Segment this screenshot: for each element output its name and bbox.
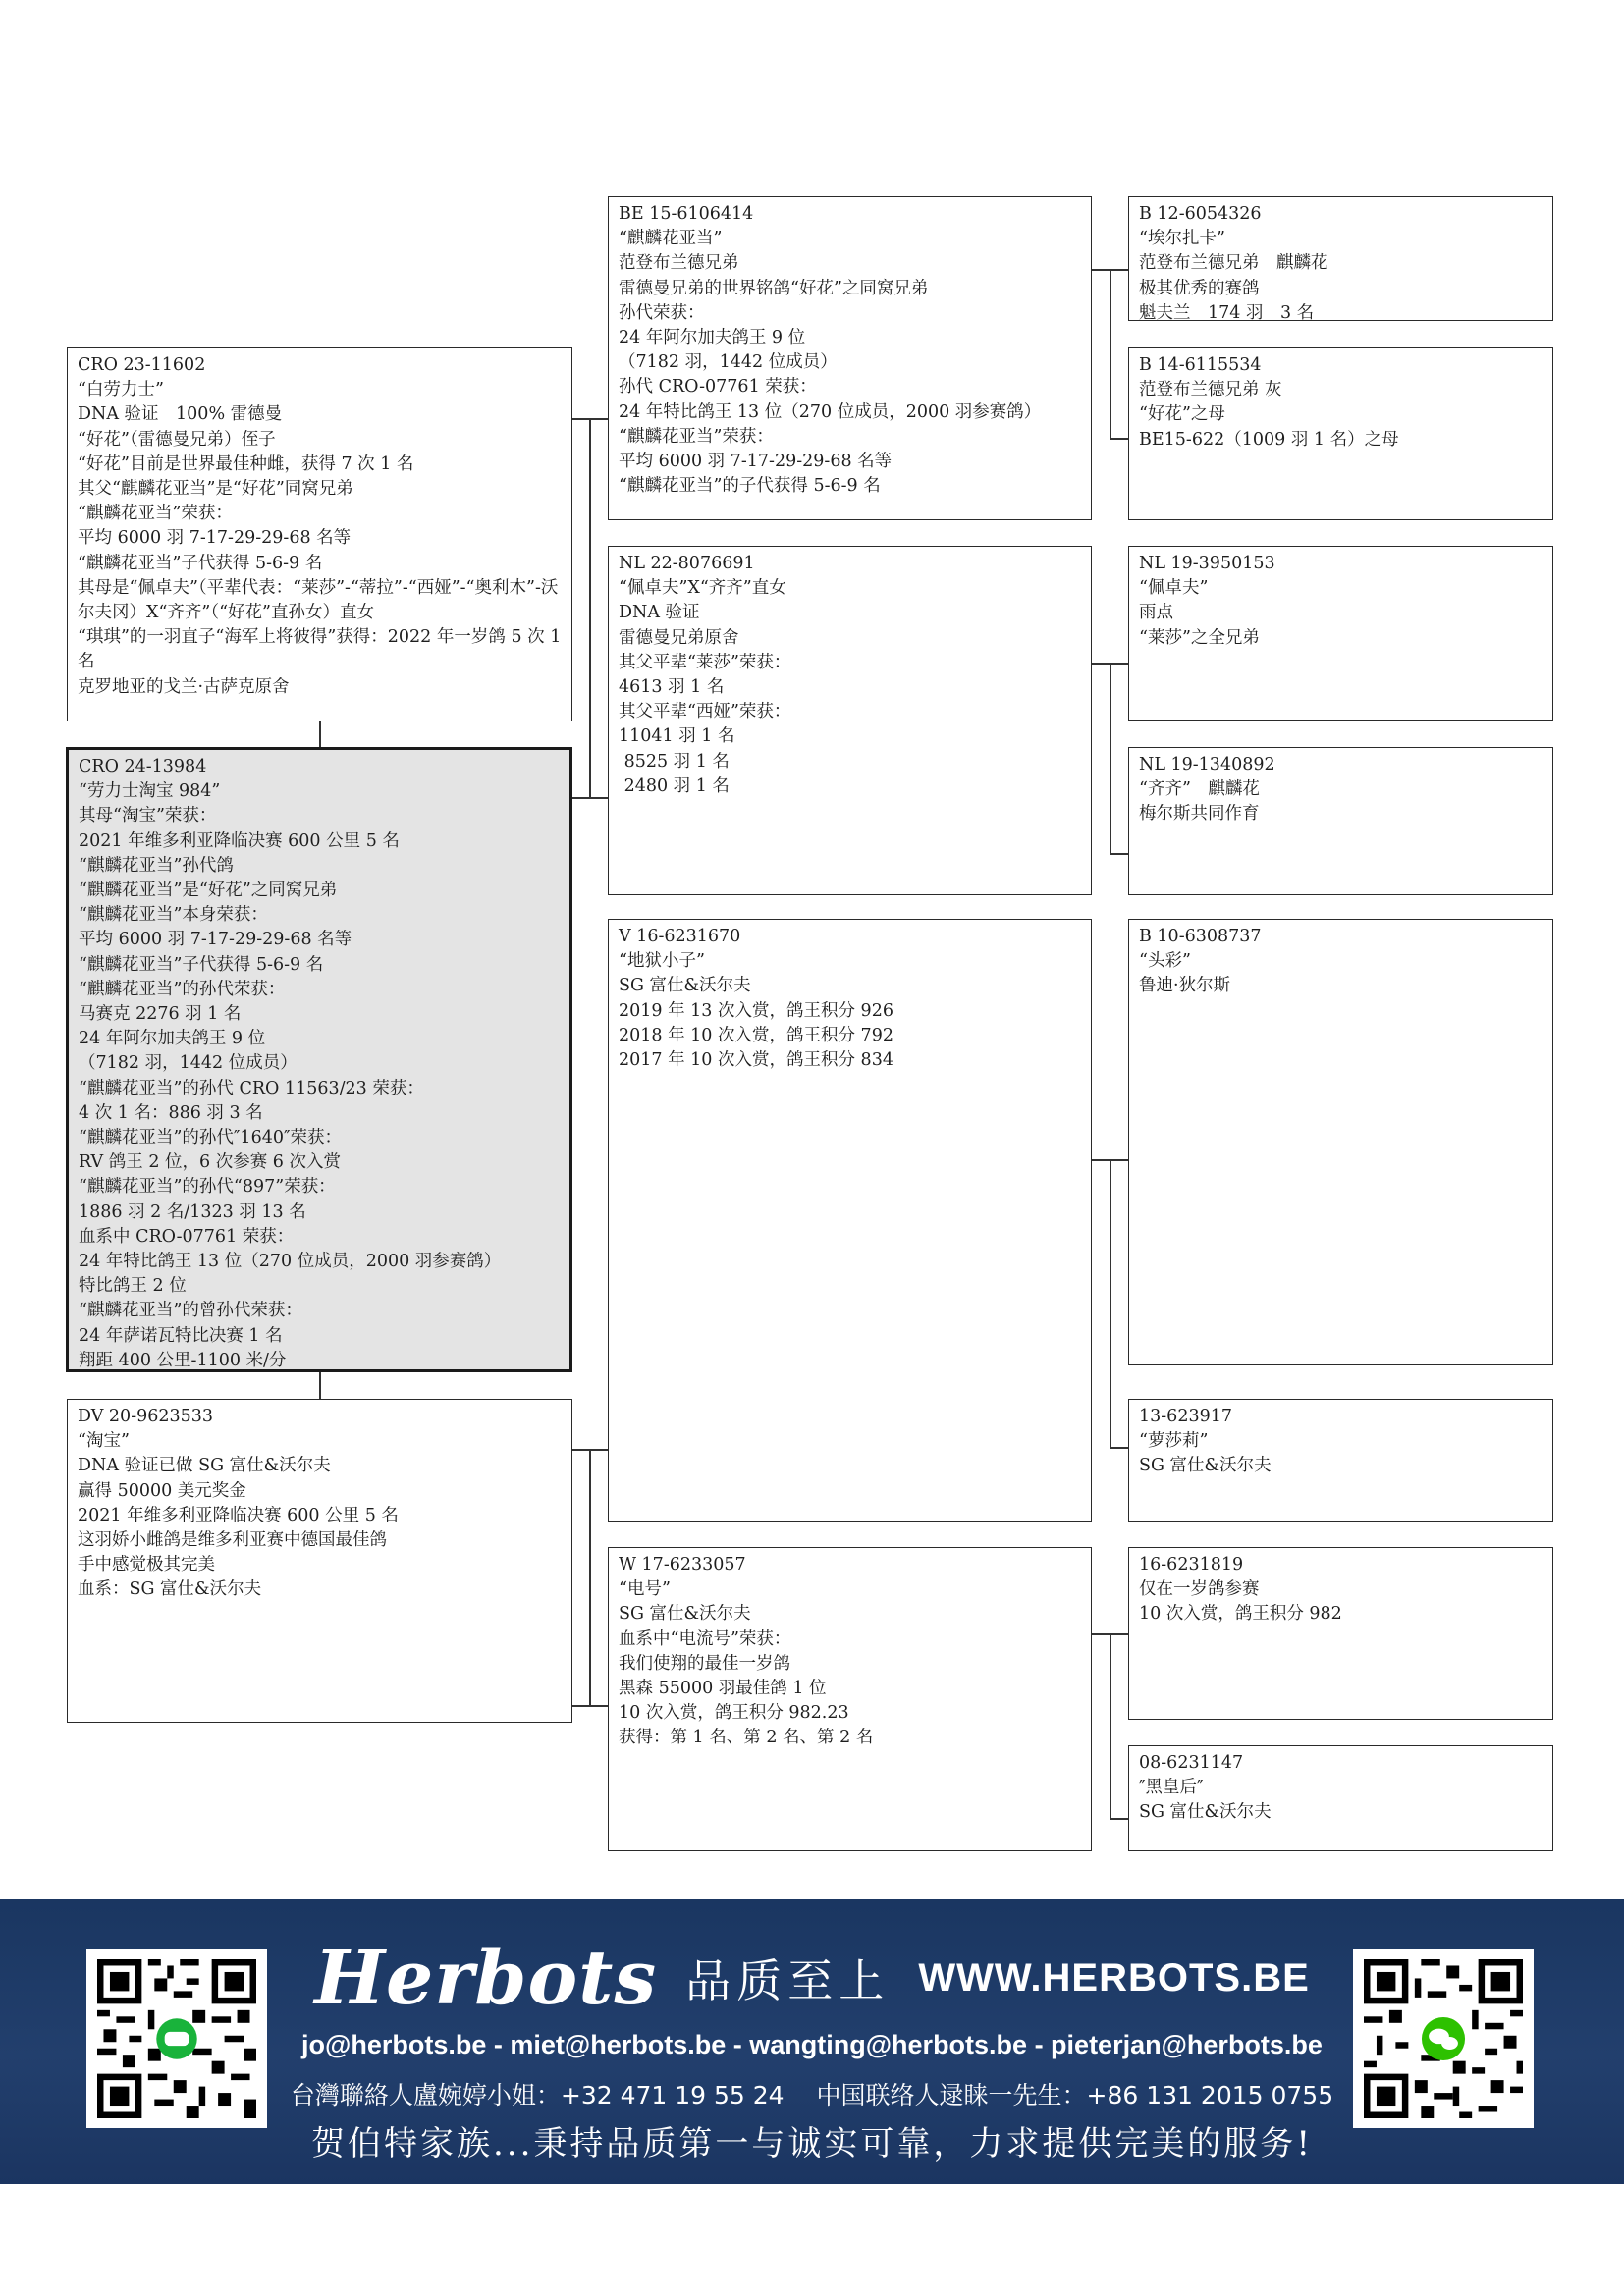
card-line: SG 富仕&沃尔夫	[1139, 1802, 1272, 1823]
card-line: SG 富仕&沃尔夫	[1139, 1456, 1272, 1476]
ring-number: B 14-6115534	[1139, 355, 1262, 375]
footer-banner	[0, 1899, 1624, 2184]
card-line: 极其优秀的赛鸽	[1139, 278, 1260, 298]
ring-number: V 16-6231670	[619, 927, 741, 946]
connector-sire-subject	[319, 721, 321, 747]
contact-emails[interactable]: jo@herbots.be - miet@herbots.be - wangting@herbots.be - pieterjan@herbots.be	[301, 2030, 1323, 2059]
card-line: 我们使翔的最佳一岁鸽	[619, 1653, 790, 1674]
card-line: 孙代 CRO-07761 荣获：	[619, 377, 817, 398]
card-line: “麒麟花亚当”的孙代 CRO 11563/23 荣获：	[79, 1078, 424, 1098]
great-grandparent-card-2	[1128, 347, 1553, 520]
great-grandparent-card-1	[1128, 196, 1553, 321]
card-line: “萝莎莉”	[1139, 1431, 1209, 1452]
website-link[interactable]: WWW.HERBOTS.BE	[918, 1955, 1310, 2000]
card-line: “麒麟花亚当”	[619, 229, 723, 249]
card-line: 其父平辈“莱莎”荣获：	[619, 652, 791, 672]
connector-gp3-ggp-b	[1110, 1447, 1128, 1449]
card-line: “麒麟花亚当”的孙代“897”荣获：	[79, 1177, 336, 1198]
dam-card	[67, 1399, 572, 1723]
card-line: RV 鸽王 2 位，6 次参赛 6 次入赏	[79, 1152, 341, 1173]
card-line: 其父“麒麟花亚当”是“好花”同窝兄弟	[78, 479, 353, 500]
card-line: 其母是“佩卓夫”（平辈代表：“莱莎”-“蒂拉”-“西娅”-“奥利木”-沃尔夫冈）X“齐齐”（“好花”直孙女）直女	[78, 577, 559, 623]
card-line: 其母“淘宝”荣获：	[79, 806, 217, 827]
sire-card	[67, 347, 572, 721]
great-grandparent-card-4	[1128, 747, 1553, 895]
ring-number: 16-6231819	[1139, 1555, 1244, 1575]
card-line: 2021 年维多利亚降临决赛 600 公里 5 名	[78, 1505, 399, 1525]
card-line: “麒麟花亚当”孙代鸽	[79, 855, 234, 876]
connector-gp1-vertical	[1110, 269, 1111, 440]
card-line: DNA 验证 100% 雷德曼	[78, 404, 283, 425]
card-line: 4 次 1 名：886 羽 3 名	[79, 1102, 263, 1123]
card-line: “头彩”	[1139, 951, 1191, 972]
connector-gp2-ggp-b	[1110, 853, 1128, 855]
grandparent-card-1	[608, 196, 1092, 520]
card-line: “淘宝”	[78, 1431, 130, 1452]
card-line: “好花”之母	[1139, 404, 1225, 425]
card-line: 2480 羽 1 名	[619, 775, 730, 796]
card-line: 24 年特比鸽王 13 位（270 位成员，2000 羽参赛鸽）	[619, 401, 1042, 422]
connector-gp1-ggp-b	[1110, 438, 1128, 440]
grandparent-card-2	[608, 546, 1092, 895]
card-line: 雨点	[1139, 603, 1173, 623]
contact-phones: 台灣聯絡人盧婉婷小姐：+32 471 19 55 24 中国联络人逯睐一先生：+86 131 2015 0755	[290, 2081, 1334, 2109]
card-line: 血系中 CRO-07761 荣获：	[79, 1226, 295, 1247]
card-line: ″黑皇后″	[1139, 1778, 1204, 1798]
card-line: 这羽娇小雌鸽是维多利亚赛中德国最佳鸽	[78, 1530, 387, 1551]
connector-dam-vertical	[589, 1449, 591, 1707]
card-line: “埃尔扎卡”	[1139, 229, 1225, 249]
card-line: 范登布兰德兄弟 麒麟花	[1139, 253, 1328, 274]
card-line: 仅在一岁鸽参赛	[1139, 1579, 1260, 1600]
card-line: “麒麟花亚当”子代获得 5-6-9 名	[78, 553, 323, 573]
card-line: 2021 年维多利亚降临决赛 600 公里 5 名	[79, 830, 400, 851]
card-line: 平均 6000 羽 7-17-29-29-68 名等	[78, 528, 352, 549]
card-line: 10 次入赏，鸽王积分 982.23	[619, 1703, 849, 1724]
card-line: 特比鸽王 2 位	[79, 1276, 187, 1297]
card-line: 平均 6000 羽 7-17-29-29-68 名等	[619, 452, 893, 472]
card-line: “麒麟花亚当”的曾孙代荣获：	[79, 1301, 302, 1321]
grandparent-card-4	[608, 1547, 1092, 1851]
card-line: “麒麟花亚当”的孙代″1640″荣获：	[79, 1128, 343, 1148]
ring-number: 13-623917	[1139, 1407, 1232, 1426]
card-line: 赢得 50000 美元奖金	[78, 1480, 246, 1501]
card-line: 1886 羽 2 名/1323 羽 13 名	[79, 1201, 306, 1222]
connector-gp4-vertical	[1110, 1633, 1111, 1820]
brand-row	[0, 1934, 1624, 2021]
card-line: “劳力士淘宝 984”	[79, 781, 221, 802]
card-line: 4613 羽 1 名	[619, 677, 725, 698]
ring-number: W 17-6233057	[619, 1555, 746, 1575]
card-line: 马赛克 2276 羽 1 名	[79, 1004, 242, 1025]
card-line: 获得：第 1 名、第 2 名、第 2 名	[619, 1728, 874, 1748]
card-line: “麒麟花亚当”的子代获得 5-6-9 名	[619, 476, 881, 497]
card-line: 24 年特比鸽王 13 位（270 位成员，2000 羽参赛鸽）	[79, 1252, 502, 1272]
card-line: 血系中“电流号”荣获：	[619, 1629, 791, 1649]
card-line: “麒麟花亚当”的孙代荣获：	[79, 979, 286, 999]
card-line: 11041 羽 1 名	[619, 726, 735, 747]
ring-number: CRO 23-11602	[78, 355, 206, 375]
connector-gp3-vertical	[1110, 1159, 1111, 1449]
card-line: 雷德曼兄弟原舍	[619, 627, 739, 648]
card-line: “好花”（雷德曼兄弟）侄子	[78, 429, 276, 450]
card-line: 2019 年 13 次入赏，鸽王积分 926	[619, 1000, 893, 1021]
card-line: 其父平辈“西娅”荣获：	[619, 702, 791, 722]
card-line: 平均 6000 羽 7-17-29-29-68 名等	[79, 930, 352, 950]
great-grandparent-card-7	[1128, 1547, 1553, 1720]
connector-gp2-vertical	[1110, 663, 1111, 855]
card-line: “白劳力士”	[78, 380, 164, 400]
card-line: DNA 验证	[619, 603, 700, 623]
card-line: “麒麟花亚当”荣获：	[78, 504, 233, 524]
card-line: “麒麟花亚当”荣获：	[619, 426, 774, 447]
ring-number: NL 19-3950153	[1139, 554, 1275, 573]
card-line: 手中感觉极其完美	[78, 1555, 215, 1575]
card-line: 鲁迪·狄尔斯	[1139, 976, 1231, 996]
subject-card	[66, 747, 572, 1372]
card-line: SG 富仕&沃尔夫	[619, 976, 751, 996]
card-line: 黑森 55000 羽最佳鸽 1 位	[619, 1679, 827, 1699]
connector-sire-vertical	[589, 418, 591, 799]
card-line: “佩卓夫”	[1139, 578, 1209, 599]
card-line: “莱莎”之全兄弟	[1139, 627, 1260, 648]
ring-number: B 12-6054326	[1139, 204, 1262, 224]
great-grandparent-card-3	[1128, 546, 1553, 721]
card-line: 范登布兰德兄弟	[619, 253, 739, 274]
card-line: “佩卓夫”X“齐齐”直女	[619, 578, 786, 599]
card-line: 血系：SG 富仕&沃尔夫	[78, 1579, 262, 1600]
card-line: 雷德曼兄弟的世界铭鸽“好花”之同窝兄弟	[619, 278, 929, 298]
card-line: 24 年萨诺瓦特比决赛 1 名	[79, 1325, 283, 1346]
card-line: 10 次入赏，鸽王积分 982	[1139, 1604, 1342, 1625]
card-line: “麒麟花亚当”本身荣获：	[79, 905, 268, 926]
ring-number: B 10-6308737	[1139, 927, 1262, 946]
card-line: “麒麟花亚当”是“好花”之同窝兄弟	[79, 881, 338, 901]
card-line: “地狱小子”	[619, 951, 705, 972]
ring-number: 08-6231147	[1139, 1753, 1244, 1773]
card-line: “好花”目前是世界最佳种雌，获得 7 次 1 名	[78, 454, 414, 474]
card-line: （7182 羽，1442 位成员）	[79, 1053, 298, 1074]
ring-number: DV 20-9623533	[78, 1407, 214, 1426]
card-line: “齐齐” 麒麟花	[1139, 779, 1260, 800]
card-line: 2018 年 10 次入赏，鸽王积分 792	[619, 1025, 893, 1045]
herbots-logo: Herbots	[314, 1934, 658, 2021]
card-line: 克罗地亚的戈兰·古萨克原舍	[78, 676, 290, 697]
connector-gp4-ggp-b	[1110, 1818, 1128, 1820]
ring-number: CRO 24-13984	[79, 757, 207, 776]
family-motto: 贺伯特家族...秉持品质第一与诚实可靠，力求提供完美的服务!	[310, 2124, 1314, 2163]
card-line: （7182 羽，1442 位成员）	[619, 352, 838, 373]
card-line: 2017 年 10 次入赏，鸽王积分 834	[619, 1050, 893, 1071]
card-line: 翔距 400 公里-1100 米/分	[79, 1350, 287, 1370]
card-line: “电号”	[619, 1579, 671, 1600]
great-grandparent-card-8	[1128, 1745, 1553, 1851]
card-line: 范登布兰德兄弟 灰	[1139, 380, 1282, 400]
card-line: “麒麟花亚当”子代获得 5-6-9 名	[79, 954, 324, 975]
card-line: 魁夫兰 174 羽 3 名	[1139, 302, 1315, 321]
card-line: SG 富仕&沃尔夫	[619, 1604, 751, 1625]
ring-number: BE 15-6106414	[619, 204, 754, 224]
great-grandparent-card-5	[1128, 919, 1553, 1365]
card-line: 梅尔斯共同作育	[1139, 804, 1260, 825]
card-line: DNA 验证已做 SG 富仕&沃尔夫	[78, 1456, 331, 1476]
card-line: 24 年阿尔加夫鸽王 9 位	[619, 328, 806, 348]
card-line: 孙代荣获：	[619, 302, 705, 323]
grandparent-card-3	[608, 919, 1092, 1522]
card-line: 8525 羽 1 名	[619, 751, 730, 772]
card-line: BE15-622（1009 羽 1 名）之母	[1139, 429, 1399, 450]
ring-number: NL 22-8076691	[619, 554, 755, 573]
card-line: 24 年阿尔加夫鸽王 9 位	[79, 1029, 266, 1049]
brand-slogan: 品质至上	[685, 1954, 891, 2007]
card-line: “琪琪”的一羽直子“海军上将彼得”获得：2022 年一岁鸽 5 次 1 名	[78, 627, 567, 672]
great-grandparent-card-6	[1128, 1399, 1553, 1522]
ring-number: NL 19-1340892	[1139, 755, 1275, 774]
connector-subject-dam	[319, 1372, 321, 1399]
